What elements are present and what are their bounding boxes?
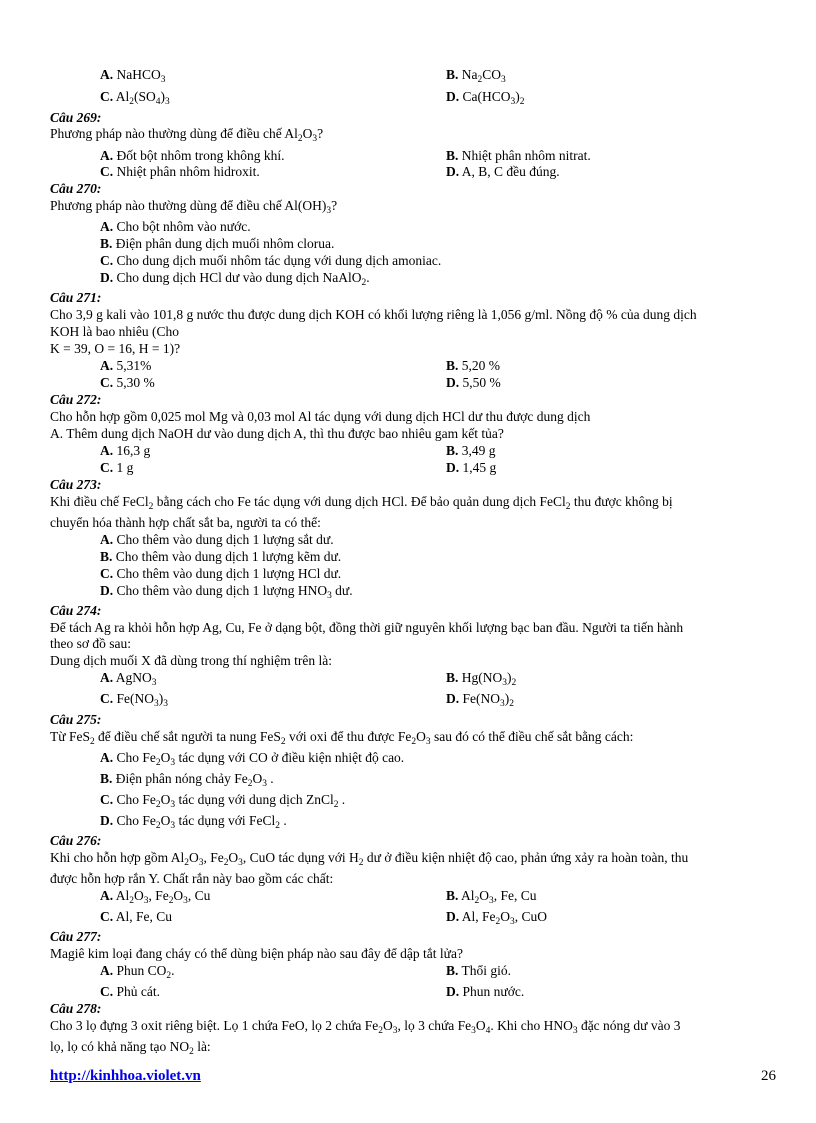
answer-option: B. $Na_2CO_3$ — [446, 67, 506, 85]
question-heading: Câu 278: — [50, 1001, 102, 1016]
question-text: Phương pháp nào thường dùng để điều chế $Al_2O_3$? — [50, 126, 324, 144]
answer-option: C. Cho $Fe_2O_3$ tác dụng với dung dịch ZnCl$_2$ . — [100, 792, 346, 810]
answer-option: C. 1 g — [100, 460, 134, 475]
question-heading: Câu 269: — [50, 110, 102, 125]
question-text: KOH là bao nhiêu (Cho — [50, 324, 179, 339]
answer-option: C. $Fe(NO_3)_3$ — [100, 691, 168, 709]
answer-option: D. $Ca(HCO_3)_2$ — [446, 89, 525, 107]
question-text: Để tách Ag ra khỏi hỗn hợp Ag, Cu, Fe ở dạng bột, đồng thời giữ nguyên khối lượng bạc ban đầu. Người ta tiến hành — [50, 620, 684, 635]
answer-option: A. Cho thêm vào dung dịch 1 lượng sắt dư. — [100, 532, 334, 547]
answer-option: A. 16,3 g — [100, 443, 151, 458]
question-heading: Câu 274: — [50, 603, 102, 618]
question-heading: Câu 272: — [50, 392, 102, 407]
answer-option: C. Al, Fe, Cu — [100, 909, 173, 924]
question-text: A. Thêm dung dịch NaOH dư vào dung dịch A, thì thu được bao nhiêu gam kết tủa? — [50, 426, 504, 441]
answer-option: D. Cho $Fe_2O_3$ tác dụng với FeCl$_2$ . — [100, 813, 287, 831]
question-text: Dung dịch muối X đã dùng trong thí nghiệm trên là: — [50, 653, 332, 668]
question-heading: Câu 271: — [50, 290, 102, 305]
answer-option: D. $Fe(NO_3)_2$ — [446, 691, 514, 709]
answer-option: A. 5,31% — [100, 358, 152, 373]
question-text: Cho 3 lọ đựng 3 oxit riêng biệt. Lọ 1 chứa FeO, lọ 2 chứa $Fe_2O_3$, lọ 3 chứa $Fe_3O_4$. Khi cho $HNO_3$ đặc nóng dư vào 3 — [50, 1018, 681, 1036]
answer-option: D. 1,45 g — [446, 460, 497, 475]
answer-option: B. Thổi gió. — [446, 963, 512, 978]
answer-option: B. $Al_2O_3$, Fe, Cu — [446, 888, 537, 906]
question-text: Từ FeS$_2$ để điều chế sắt người ta nung FeS$_2$ với oxi để thu được $Fe_2O_3$ sau đó có thể điều chế sắt bằng cách: — [50, 729, 634, 747]
question-heading: Câu 276: — [50, 833, 102, 848]
question-text: được hỗn hợp rắn Y. Chất rắn này bao gồm các chất: — [50, 871, 334, 886]
answer-option: A. Phun $CO_2$. — [100, 963, 175, 981]
answer-option: C. Cho thêm vào dung dịch 1 lượng HCl dư. — [100, 566, 342, 581]
answer-option: D. 5,50 % — [446, 375, 501, 390]
question-text: Khi cho hỗn hợp gồm $Al_2O_3$, $Fe_2O_3$, CuO tác dụng với $H_2$ dư ở điều kiện nhiệt độ cao, phản ứng xảy ra hoàn toàn, thu — [50, 850, 689, 868]
answer-option: A. $Al_2O_3$, $Fe_2O_3$, Cu — [100, 888, 211, 906]
question-text: Cho hỗn hợp gồm 0,025 mol Mg và 0,03 mol Al tác dụng với dung dịch HCl dư thu được dung dịch — [50, 409, 591, 424]
answer-option: D. Cho thêm vào dung dịch 1 lượng $HNO_3$ dư. — [100, 583, 353, 601]
answer-option: C. Cho dung dịch muối nhôm tác dụng với dung dịch amoniac. — [100, 253, 442, 268]
answer-option: D. Cho dung dịch HCl dư vào dung dịch NaAlO$_2$. — [100, 270, 370, 288]
question-text: chuyển hóa thành hợp chất sắt ba, người ta có thể: — [50, 515, 321, 530]
answer-option: C. Phủ cát. — [100, 984, 160, 999]
answer-option: A. NaHCO$_3$ — [100, 67, 166, 85]
question-text: Phương pháp nào thường dùng để điều chế $Al(OH)_3$? — [50, 198, 338, 216]
question-heading: Câu 270: — [50, 181, 102, 196]
question-text: theo sơ đồ sau: — [50, 636, 132, 651]
answer-option: D. Al, $Fe_2O_3$, CuO — [446, 909, 547, 927]
footer-link[interactable]: http://kinhhoa.violet.vn — [50, 1068, 201, 1084]
answer-option: B. 5,20 % — [446, 358, 501, 373]
answer-option: D. Phun nước. — [446, 984, 525, 999]
page-number: 26 — [761, 1068, 776, 1084]
question-text: lọ, lọ có khả năng tạo $NO_2$ là: — [50, 1039, 211, 1057]
answer-option: B. 3,49 g — [446, 443, 496, 458]
question-text: Khi điều chế FeCl$_2$ bằng cách cho Fe tác dụng với dung dịch HCl. Để bảo quản dung dịch FeCl$_2$ thu được không bị — [50, 494, 673, 512]
answer-option: A. Đốt bột nhôm trong không khí. — [100, 148, 285, 163]
answer-option: C. $Al_2(SO_4)_3$ — [100, 89, 170, 107]
answer-option: B. Nhiệt phân nhôm nitrat. — [446, 148, 591, 163]
answer-option: C. Nhiệt phân nhôm hidroxit. — [100, 164, 260, 179]
answer-option: B. $Hg(NO_3)_2$ — [446, 670, 517, 688]
question-heading: Câu 277: — [50, 929, 102, 944]
question-text: Magiê kim loại đang cháy có thể dùng biện pháp nào sau đây để dập tắt lửa? — [50, 946, 463, 961]
answer-option: B. Điện phân dung dịch muối nhôm clorua. — [100, 236, 335, 251]
question-text: Cho 3,9 g kali vào 101,8 g nước thu được dung dịch KOH có khối lượng riêng là 1,056 g/ml. Nồng độ % của dung dịch — [50, 307, 697, 322]
answer-option: C. 5,30 % — [100, 375, 155, 390]
answer-option: B. Điện phân nóng chảy $Fe_2O_3$ . — [100, 771, 274, 789]
answer-option: A. AgNO$_3$ — [100, 670, 157, 688]
question-heading: Câu 275: — [50, 712, 102, 727]
answer-option: A. Cho bột nhôm vào nước. — [100, 219, 251, 234]
answer-option: D. A, B, C đều đúng. — [446, 164, 560, 179]
question-heading: Câu 273: — [50, 477, 102, 492]
question-text: K = 39, O = 16, H = 1)? — [50, 341, 181, 356]
answer-option: A. Cho $Fe_2O_3$ tác dụng với CO ở điều kiện nhiệt độ cao. — [100, 750, 405, 768]
answer-option: B. Cho thêm vào dung dịch 1 lượng kẽm dư. — [100, 549, 342, 564]
